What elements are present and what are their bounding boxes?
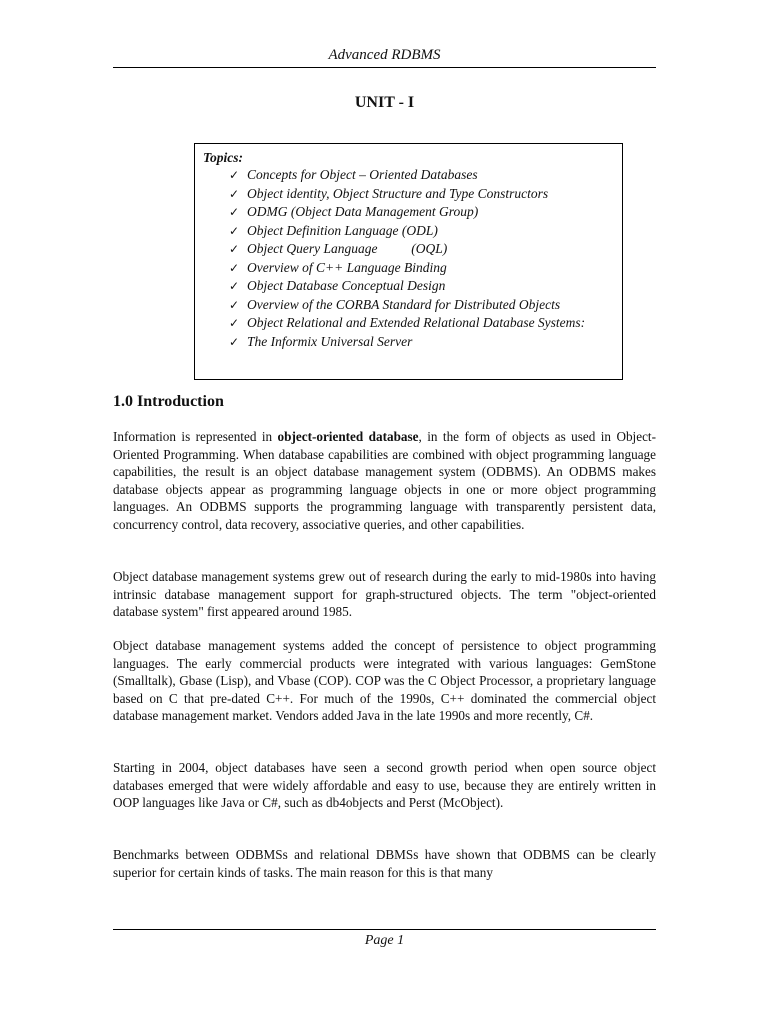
- topics-list: [203, 166, 614, 351]
- topic-item: [203, 166, 614, 185]
- checkmark-icon: ✓: [229, 205, 240, 219]
- checkmark-icon: ✓: [229, 242, 240, 256]
- topic-item: [203, 296, 614, 315]
- paragraph-benchmarks: Benchmarks between ODBMSs and relational DBMSs have shown that ODBMS can be clearly superior for certain kinds of tasks. The main reason for this is that many: [113, 847, 656, 880]
- footer-rule: [113, 929, 656, 930]
- header-rule: [113, 67, 656, 68]
- checkmark-icon: ✓: [229, 260, 240, 275]
- paragraph-persistence: Object database management systems added the concept of persistence to object programming languages. The early commercial products were integrated with various languages: GemStone (Smalltalk), Gbase (Lisp), and Vbase (COP). COP was the C Object Processor, a proprietary language based on C that pre-dated C++. For much of the 1990s, C++ dominated the commercial object database management market. Vendors added Java in the late 1990s and more recently, C#.: [113, 638, 656, 724]
- paragraph-intro: [113, 428, 656, 534]
- topic-label: Overview of the CORBA Standard for Distributed Objects: [247, 296, 561, 312]
- paragraph-history: Object database management systems grew out of research during the early to mid-1980s into having intrinsic database management support for graph-structured objects. The term "object-oriented database system" first appeared around 1985.: [113, 569, 656, 620]
- paragraph-open-source: Starting in 2004, object databases have seen a second growth period when open source object databases emerged that were widely affordable and easy to use, because they are entirely written in OOP languages like Java or C#, such as db4objects and Perst (McObject).: [113, 760, 656, 811]
- running-header: Advanced RDBMS: [328, 47, 441, 63]
- topic-item: [203, 222, 614, 241]
- checkmark-icon: ✓: [229, 223, 240, 238]
- topic-item: [203, 277, 614, 296]
- topic-item: [203, 314, 614, 333]
- topic-item: [203, 259, 614, 278]
- topic-item: [203, 333, 614, 352]
- topic-label: Object Query Language (OQL): [247, 241, 448, 256]
- topics-box: [194, 143, 623, 380]
- topic-item: [203, 240, 614, 259]
- checkmark-icon: ✓: [229, 334, 240, 349]
- topic-item: [203, 203, 614, 222]
- checkmark-icon: ✓: [229, 316, 240, 330]
- topic-label: Object Relational and Extended Relational Database Systems:: [247, 315, 586, 330]
- topic-label: Object Definition Language (ODL): [247, 222, 438, 238]
- topic-item: [203, 185, 614, 204]
- topic-label: Overview of C++ Language Binding: [247, 259, 447, 275]
- paragraph-text: Information is represented in: [113, 429, 278, 444]
- page-number: Page 1: [364, 933, 405, 948]
- unit-title: UNIT - I: [354, 94, 415, 111]
- emphasis-term: object-oriented database: [277, 429, 419, 444]
- topic-label: ODMG (Object Data Management Group): [247, 204, 479, 219]
- checkmark-icon: ✓: [229, 297, 240, 312]
- topic-label: The Informix Universal Server: [247, 333, 413, 349]
- topic-label: Concepts for Object – Oriented Databases: [247, 167, 478, 182]
- checkmark-icon: ✓: [229, 186, 240, 201]
- paragraph-text: , in the form of objects as used in Object-Oriented Programming. When database capabilities are combined with object programming language capabilities, the result is an object database management system (ODBMS). An ODBMS makes database objects appear as programming language objects in one or more object programming languages. An ODBMS supports the programming language with transparently persistent data, concurrency control, data recovery, associative queries, and other capabilities.: [113, 429, 656, 532]
- checkmark-icon: ✓: [229, 168, 240, 182]
- topic-label: Object Database Conceptual Design: [247, 278, 446, 293]
- topic-label: Object identity, Object Structure and Type Constructors: [247, 185, 549, 201]
- topics-heading: Topics:: [203, 150, 243, 165]
- checkmark-icon: ✓: [229, 279, 240, 293]
- section-heading: 1.0 Introduction: [113, 393, 224, 410]
